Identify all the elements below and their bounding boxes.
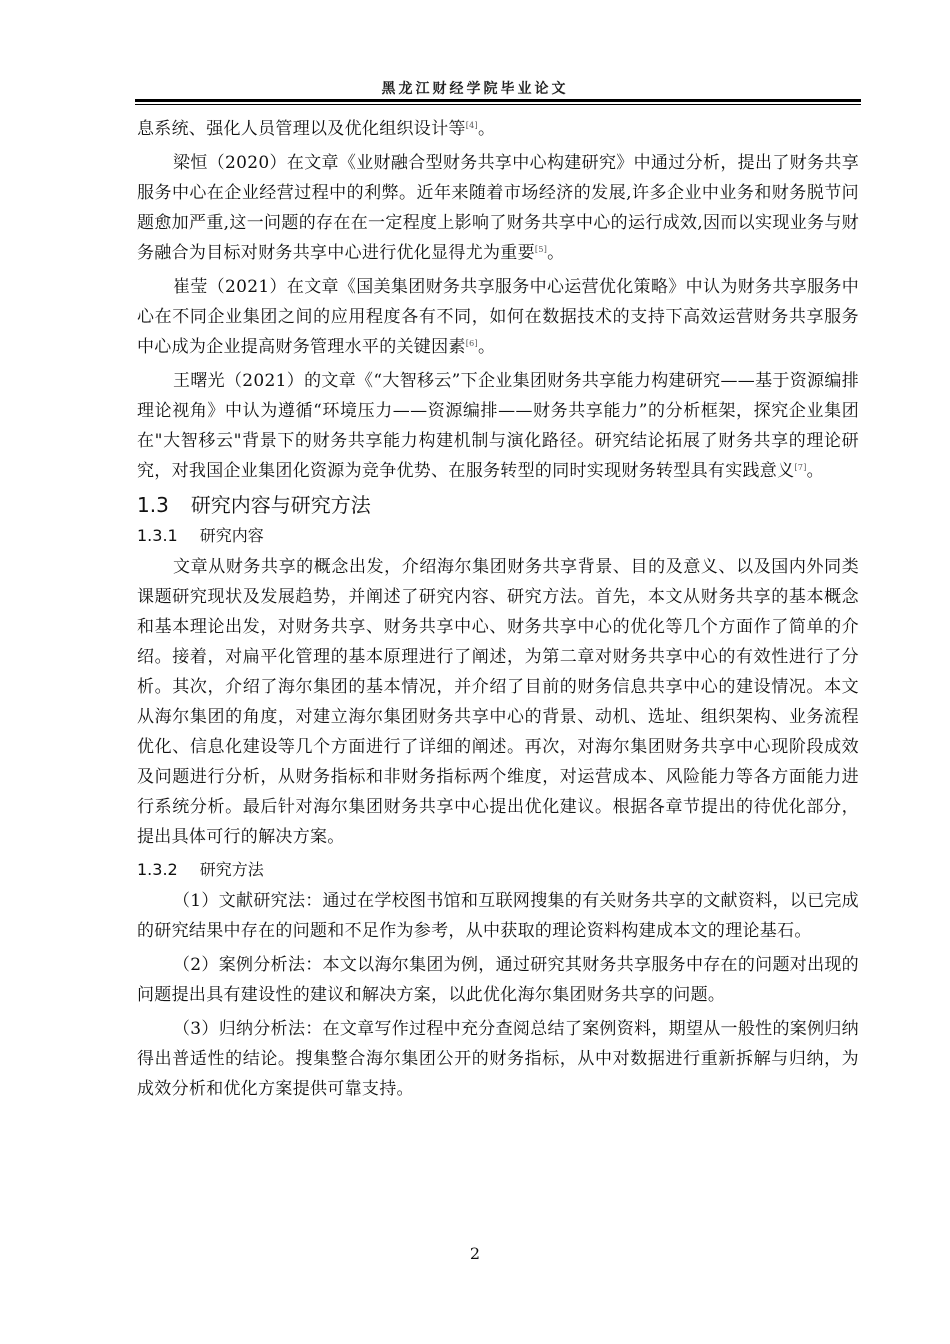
paragraph-cuiying: 崔莹（2021）在文章《国美集团财务共享服务中心运营优化策略》中认为财务共享服务中心在不同企业集团之间的应用程度各有不同，如何在数据技术的支持下高效运营财务共享服务中心成为企业提高财务管理水平的关键因素[6]。 (137, 277, 859, 357)
subsection-title: 研究内容 (199, 526, 264, 545)
paragraph-research-content: 文章从财务共享的概念出发，介绍海尔集团财务共享背景、目的及意义、以及国内外同类课题研究现状及发展趋势，并阐述了研究内容、研究方法。首先，本文从财务共享的基本概念和基本理论出发，对财务共享、财务共享中心、财务共享中心的优化等几个方面作了简单的介绍。接着，对扁平化管理的基本原理进行了阐述，为第二章对财务共享中心的有效性进行了分析。其次，介绍了海尔集团的基本情况，并介绍了目前的财务信息共享中心的建设情况。本文从海尔集团的角度，对建立海尔集团财务共享中心的背景、动机、选址、组织架构、业务流程优化、信息化建设等几个方面进行了详细的阐述。再次，对海尔集团财务共享中心现阶段成效及问题进行分析，从财务指标和非财务指标两个维度，对运营成本、风险能力等各方面能力进行系统分析。最后针对海尔集团财务共享中心提出优化建议。根据各章节提出的待优化部分，提出具体可行的解决方案。 (137, 557, 859, 847)
citation-ref: [5] (534, 245, 548, 254)
paragraph-wangshuguang: 王曙光（2021）的文章《“大智移云”下企业集团财务共享能力构建研究——基于资源编排理论视角》中认为遵循“环境压力——资源编排——财务共享能力”的分析框架，探究企业集团在"大智移云"背景下的财务共享能力构建机制与演化路径。研究结论拓展了财务共享的理论研究，对我国企业集团化资源为竞争优势、在服务转型的同时实现财务转型具有实践意义[7]。 (137, 371, 859, 481)
section-heading (137, 490, 859, 520)
citation-ref: [4] (465, 121, 478, 130)
subsection-number: 1.3.2 (137, 860, 178, 879)
paragraph-method-literature: （1）文献研究法：通过在学校图书馆和互联网搜集的有关财务共享的文献资料，以已完成的研究结果中存在的问题和不足作为参考，从中获取的理论资料构建成本文的理论基石。 (137, 891, 859, 941)
page-body (137, 114, 859, 1108)
citation-ref: [6] (465, 339, 478, 348)
paragraph-method-induction: （3）归纳分析法：在文章写作过程中充分查阅总结了案例资料，期望从一般性的案例归纳得出普适性的结论。搜集整合海尔集团公开的财务指标，从中对数据进行重新拆解与归纳，为成效分析和优化方案提供可靠支持。 (137, 1019, 859, 1099)
header-rule-thick (135, 99, 861, 102)
page-header-title: 黑龙江财经学院毕业论文 (381, 81, 569, 97)
subsection-title: 研究方法 (199, 860, 264, 879)
section-number: 1.3 (137, 493, 169, 517)
paragraph-method-case: （2）案例分析法：本文以海尔集团为例，通过研究其财务共享服务中存在的问题对出现的问题提出具有建设性的建议和解决方案，以此优化海尔集团财务共享的问题。 (137, 955, 859, 1005)
subsection-heading-content (137, 522, 859, 550)
subsection-number: 1.3.1 (137, 526, 178, 545)
paragraph-continuation: 息系统、强化人员管理以及优化组织设计等[4]。 (137, 119, 496, 139)
citation-ref: [7] (794, 463, 807, 472)
page-number: 2 (469, 1244, 481, 1263)
paragraph-lianghen: 梁恒（2020）在文章《业财融合型财务共享中心构建研究》中通过分析，提出了财务共享服务中心在企业经营过程中的利弊。近年来随着市场经济的发展,许多企业中业务和财务脱节问题愈加严重,这一问题的存在在一定程度上影响了财务共享中心的运行成效,因而以实现业务与财务融合为目标对财务共享中心进行优化显得尤为重要[5]。 (137, 153, 859, 263)
subsection-heading-methods (137, 856, 859, 884)
header-rule-thin (135, 104, 861, 105)
section-title: 研究内容与研究方法 (190, 493, 371, 517)
